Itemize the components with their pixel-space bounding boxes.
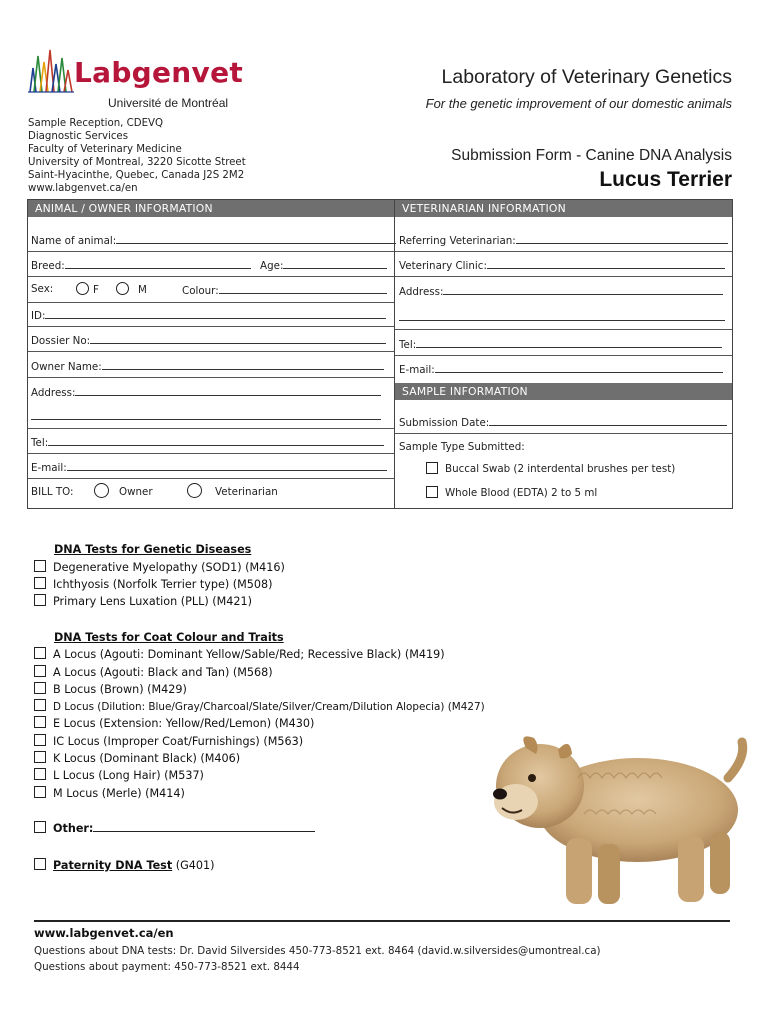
dna-peaks-icon [28, 48, 76, 100]
vet-tel-input[interactable] [416, 338, 722, 348]
vet-tel-field[interactable] [399, 338, 722, 351]
paternity-test-item[interactable] [34, 858, 215, 872]
paternity-code: (G401) [175, 859, 215, 872]
dossier-label: Dossier No: [31, 335, 91, 347]
bill-owner-radio[interactable] [94, 483, 109, 498]
test-checkbox[interactable] [34, 699, 46, 711]
vet-address-line2[interactable] [399, 311, 725, 324]
vet-tel-label: Tel: [399, 339, 417, 351]
logo-wordmark: Labgenvet [74, 56, 244, 89]
owner-name-input[interactable] [102, 360, 384, 370]
test-checkbox[interactable] [34, 560, 46, 572]
row-divider [28, 478, 394, 479]
dossier-input[interactable] [90, 334, 386, 344]
owner-email-field[interactable] [31, 461, 387, 474]
vet-address-input[interactable] [443, 285, 723, 295]
test-label: M Locus (Merle) (M414) [53, 787, 185, 800]
address-line: University of Montreal, 3220 Sicotte Street [28, 157, 246, 168]
paternity-checkbox[interactable] [34, 858, 46, 870]
whole-blood-label: Whole Blood (EDTA) 2 to 5 ml [445, 487, 598, 499]
owner-email-input[interactable] [67, 461, 387, 471]
row-divider [395, 433, 732, 434]
genetic-diseases-title: DNA Tests for Genetic Diseases [54, 543, 252, 556]
clinic-label: Veterinary Clinic: [399, 260, 487, 272]
row-divider [28, 251, 394, 252]
footer-link[interactable]: www.labgenvet.ca/en [34, 926, 174, 940]
owner-name-field[interactable] [31, 360, 384, 373]
submission-date-input[interactable] [489, 416, 727, 426]
row-divider [395, 355, 732, 356]
test-item[interactable] [34, 751, 240, 765]
bill-to-label: BILL TO: [31, 486, 74, 498]
address-link[interactable]: www.labgenvet.ca/en [28, 183, 138, 194]
sex-label: Sex: [31, 283, 54, 295]
clinic-field[interactable] [399, 259, 725, 272]
breed-title: Lucus Terrier [599, 168, 732, 191]
bill-vet-label: Veterinarian [215, 486, 278, 498]
clinic-input[interactable] [487, 259, 725, 269]
row-divider [28, 453, 394, 454]
owner-name-label: Owner Name: [31, 361, 102, 373]
age-label: Age: [260, 260, 284, 272]
test-label: D Locus (Dilution: Blue/Gray/Charcoal/Slate/Silver/Cream/Dilution Alopecia) (M427) [53, 701, 485, 713]
test-label: K Locus (Dominant Black) (M406) [53, 752, 241, 765]
animal-name-input[interactable] [116, 234, 396, 244]
footer-dna-contact: Questions about DNA tests: Dr. David Silversides 450-773-8521 ext. 8464 (david.w.silversides@umontreal.ca) [34, 945, 601, 957]
footer-payment-contact: Questions about payment: 450-773-8521 ext. 8444 [34, 961, 300, 973]
address-line: Diagnostic Services [28, 131, 129, 142]
other-label: Other: [53, 822, 94, 835]
vet-address-label: Address: [399, 286, 444, 298]
id-field[interactable] [31, 309, 386, 322]
test-item[interactable] [34, 699, 485, 713]
sex-m-label: M [138, 284, 147, 296]
test-item[interactable] [34, 682, 187, 696]
logo-university: Université de Montréal [108, 96, 229, 110]
whole-blood-checkbox[interactable] [426, 486, 438, 498]
owner-address-input[interactable] [75, 386, 381, 396]
other-test-item[interactable] [34, 821, 315, 835]
id-label: ID: [31, 310, 46, 322]
owner-email-label: E-mail: [31, 462, 67, 474]
veterinarian-header: VETERINARIAN INFORMATION [395, 200, 732, 217]
animal-owner-header: ANIMAL / OWNER INFORMATION [28, 200, 394, 217]
test-label: E Locus (Extension: Yellow/Red/Lemon) (M430) [53, 717, 315, 730]
footer-divider [34, 920, 730, 922]
address-line: Sample Reception, CDEVQ [28, 118, 164, 129]
test-item[interactable] [34, 716, 314, 730]
referring-vet-field[interactable] [399, 234, 728, 247]
owner-address-line2[interactable] [31, 410, 381, 423]
test-checkbox[interactable] [34, 768, 46, 780]
test-item[interactable] [34, 734, 303, 748]
test-label: IC Locus (Improper Coat/Furnishings) (M563) [53, 735, 304, 748]
owner-tel-label: Tel: [31, 437, 49, 449]
coat-colour-title: DNA Tests for Coat Colour and Traits [54, 631, 284, 644]
test-checkbox[interactable] [34, 647, 46, 659]
breed-field[interactable] [31, 259, 387, 272]
test-checkbox[interactable] [34, 751, 46, 763]
bill-vet-radio[interactable] [187, 483, 202, 498]
vet-address-input-2[interactable] [399, 311, 725, 321]
owner-address-input-2[interactable] [31, 410, 381, 420]
other-input[interactable] [93, 822, 315, 832]
row-divider [28, 377, 394, 378]
bill-owner-label: Owner [119, 486, 153, 498]
test-checkbox[interactable] [34, 734, 46, 746]
test-label: Degenerative Myelopathy (SOD1) (M416) [53, 561, 285, 574]
submission-date-label: Submission Date: [399, 417, 490, 429]
breed-label: Breed: [31, 260, 65, 272]
labgenvet-logo [28, 44, 248, 110]
vet-email-label: E-mail: [399, 364, 435, 376]
row-divider [28, 302, 394, 303]
colour-field[interactable] [182, 284, 387, 297]
sample-type-label: Sample Type Submitted: [399, 441, 525, 453]
test-label: Ichthyosis (Norfolk Terrier type) (M508) [53, 578, 273, 591]
test-item[interactable] [34, 786, 185, 800]
vet-email-input[interactable] [435, 363, 723, 373]
address-line: Faculty of Veterinary Medicine [28, 144, 182, 155]
owner-address-field[interactable] [31, 386, 381, 399]
owner-tel-field[interactable] [31, 436, 384, 449]
animal-name-field[interactable] [31, 234, 396, 247]
id-input[interactable] [45, 309, 386, 319]
colour-input[interactable] [219, 284, 387, 294]
row-divider [395, 276, 732, 277]
test-item[interactable] [34, 560, 285, 574]
test-checkbox[interactable] [34, 716, 46, 728]
test-item[interactable] [34, 647, 445, 661]
sex-f-radio[interactable] [76, 282, 89, 295]
colour-label: Colour: [182, 285, 219, 297]
animal-name-label: Name of animal: [31, 235, 117, 247]
breed-input[interactable] [65, 259, 251, 269]
test-label: A Locus (Agouti: Black and Tan) (M568) [53, 666, 273, 679]
address-line: Saint-Hyacinthe, Quebec, Canada J2S 2M2 [28, 170, 245, 181]
vet-email-field[interactable] [399, 363, 723, 376]
lab-address [28, 117, 246, 195]
terrier-photo [488, 728, 752, 912]
submission-date-field[interactable] [399, 416, 727, 429]
sample-info-header: SAMPLE INFORMATION [395, 383, 732, 400]
lab-title: Laboratory of Veterinary Genetics [441, 66, 732, 88]
test-item[interactable] [34, 768, 204, 782]
referring-vet-input[interactable] [516, 234, 728, 244]
test-item[interactable] [34, 665, 273, 679]
owner-tel-input[interactable] [48, 436, 384, 446]
row-divider [28, 428, 394, 429]
test-checkbox[interactable] [34, 577, 46, 589]
test-checkbox[interactable] [34, 682, 46, 694]
sex-field [31, 283, 53, 295]
test-label: A Locus (Agouti: Dominant Yellow/Sable/Red; Recessive Black) (M419) [53, 648, 445, 661]
test-label: L Locus (Long Hair) (M537) [53, 769, 204, 782]
vet-address-field[interactable] [399, 285, 723, 298]
row-divider [28, 351, 394, 352]
test-checkbox[interactable] [34, 786, 46, 798]
test-checkbox[interactable] [34, 594, 46, 606]
age-input[interactable] [283, 259, 387, 269]
test-label: Primary Lens Luxation (PLL) (M421) [53, 595, 253, 608]
buccal-swab-label: Buccal Swab (2 interdental brushes per test) [445, 463, 676, 475]
test-item[interactable] [34, 594, 252, 608]
paternity-label: Paternity DNA Test [53, 859, 173, 872]
dossier-field[interactable] [31, 334, 386, 347]
test-label: B Locus (Brown) (M429) [53, 683, 187, 696]
referring-vet-label: Referring Veterinarian: [399, 235, 516, 247]
row-divider [28, 326, 394, 327]
owner-address-label: Address: [31, 387, 76, 399]
row-divider [395, 329, 732, 330]
other-checkbox[interactable] [34, 821, 46, 833]
row-divider [28, 276, 394, 277]
lab-subtitle: For the genetic improvement of our domestic animals [425, 96, 732, 111]
buccal-swab-checkbox[interactable] [426, 462, 438, 474]
row-divider [395, 251, 732, 252]
sex-f-label: F [93, 284, 99, 296]
form-title: Submission Form - Canine DNA Analysis [451, 147, 732, 164]
test-checkbox[interactable] [34, 665, 46, 677]
sex-m-radio[interactable] [116, 282, 129, 295]
test-item[interactable] [34, 577, 273, 591]
